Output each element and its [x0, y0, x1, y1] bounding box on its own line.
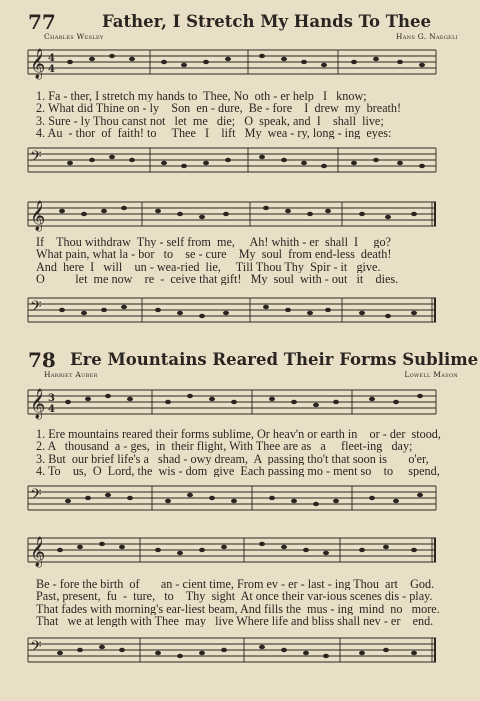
verse-2-line: Past, present, fu - ture, to Thy sight At once their var-ious scenes dis - play. [36, 590, 433, 603]
treble-clef-icon: 𝄞 [30, 49, 46, 79]
verse-1-line: If Thou withdraw Thy - self from me, Ah! whith - er shall I go? [36, 236, 391, 249]
verse-1-line: Be - fore the birth of an - cient time, From ev - er - last - ing Thou art God. [36, 578, 435, 591]
verse-2-line: 2. What did Thine on - ly Son en - dure, Be - fore I drew my breath! [36, 102, 402, 115]
hymn-number: 77 [28, 10, 56, 34]
hymn-77-verses-b [36, 236, 446, 285]
verse-1-line: 1. Fa - ther, I stretch my hands to Thee, No oth - er help I know; [36, 90, 367, 103]
composer-credit: Hans G. Naegeli [395, 32, 458, 41]
treble-clef-icon: 𝄞 [30, 389, 46, 419]
lyricist-credit: Harriet Auber [44, 370, 98, 379]
bass-staff [22, 288, 442, 332]
verse-3-line: 3. Sure - ly Thou canst not let me die; O speak, and I shall live; [36, 114, 384, 127]
verse-3-line: 3. But our brief life's a shad - owy dream, A passing tho't that soon is o'er, [36, 452, 429, 465]
hymn-78-verses-b [36, 578, 446, 627]
verse-4-line: 4. To us, O Lord, the wis - dom give Each passing mo - ment so to spend, [36, 464, 440, 478]
hymn-number: 78 [28, 348, 56, 372]
composer-credit: Lowell Mason [404, 370, 458, 379]
bass-clef-icon: 𝄢 [30, 486, 42, 507]
lyricist-credit: Charles Wesley [44, 32, 104, 41]
verse-4-line: O let me now re - ceive that gift! My soul with - out it dies. [36, 272, 399, 286]
bass-staff [22, 628, 442, 672]
verse-3-line: And here I will un - wea-ried lie, Till Thou Thy Spir - it give. [36, 260, 381, 273]
hymn-78-verses-a [36, 428, 446, 477]
svg-text:4: 4 [48, 404, 55, 415]
treble-staff [22, 40, 442, 86]
hymn-78-header [28, 346, 479, 384]
treble-clef-icon: 𝄞 [30, 537, 46, 567]
verse-4-line: That we at length with Thee may live Where life and bliss shall nev - er end. [36, 614, 434, 628]
bass-clef-icon: 𝄢 [30, 298, 42, 319]
verse-2-line: 2. A thousand a - ges, in their flight, With Thee are as a fleet-ing day; [36, 440, 413, 453]
bass-clef-icon: 𝄢 [30, 638, 42, 659]
bass-staff [22, 138, 442, 182]
svg-text:4: 4 [48, 64, 55, 75]
verse-2-line: What pain, what la - bor to se - cure My soul from end-less death! [36, 248, 392, 261]
bass-clef-icon: 𝄢 [30, 148, 42, 169]
verse-1-line: 1. Ere mountains reared their forms sublime, Or heav'n or earth in or - der stood, [36, 428, 441, 441]
treble-clef-icon: 𝄞 [30, 201, 46, 231]
hymn-title: Father, I Stretch My Hands To Thee [102, 12, 432, 31]
treble-staff [22, 528, 442, 574]
treble-staff [22, 192, 442, 236]
hymn-77-verses-a [36, 90, 446, 139]
svg-text:4: 4 [48, 53, 55, 64]
bass-staff [22, 476, 442, 520]
treble-staff [22, 380, 442, 424]
hymn-title: Ere Mountains Reared Their Forms Sublime [70, 350, 479, 369]
svg-text:3: 3 [48, 393, 55, 404]
verse-4-line: 4. Au - thor of faith! to Thee I lift My wea - ry, long - ing eyes: [36, 126, 392, 140]
verse-3-line: That fades with morning's ear-liest beam, And fills the mus - ing mind no more. [36, 602, 440, 615]
